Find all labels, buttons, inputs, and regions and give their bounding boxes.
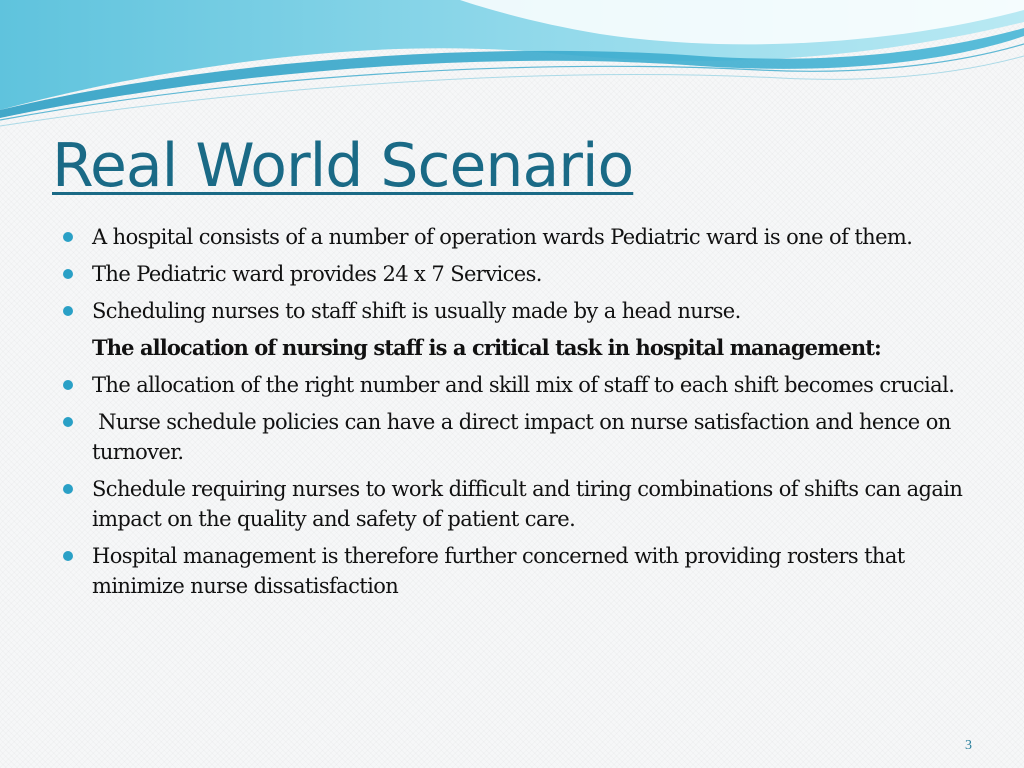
header-wave-decoration xyxy=(0,0,1024,130)
list-item xyxy=(62,222,982,252)
list-item-text: The Pediatric ward provides 24 x 7 Services. xyxy=(92,262,542,286)
bullet-dot-icon xyxy=(63,551,73,561)
bullet-dot-icon xyxy=(63,306,73,316)
bullet-dot-icon xyxy=(63,232,73,242)
list-item-text: Scheduling nurses to staff shift is usually made by a head nurse. xyxy=(92,299,741,323)
list-item xyxy=(62,259,982,289)
list-item xyxy=(62,474,982,534)
bullet-dot-icon xyxy=(63,269,73,279)
list-item-text: The allocation of the right number and skill mix of staff to each shift becomes crucial. xyxy=(92,373,955,397)
list-item-text: Hospital management is therefore further concerned with providing rosters that minimize nurse dissatisfaction xyxy=(92,544,905,598)
list-item xyxy=(62,370,982,400)
list-item xyxy=(62,541,982,601)
list-item xyxy=(62,296,982,326)
list-item-text: A hospital consists of a number of operation wards Pediatric ward is one of them. xyxy=(92,225,913,249)
bullet-dot-icon xyxy=(63,484,73,494)
list-item-text: Nurse schedule policies can have a direct impact on nurse satisfaction and hence on turnover. xyxy=(92,410,957,464)
bullet-list xyxy=(62,222,982,608)
bullet-dot-icon xyxy=(63,380,73,390)
list-subheading xyxy=(62,333,982,363)
list-item xyxy=(62,407,982,467)
slide-title: Real World Scenario xyxy=(52,131,634,201)
bullet-dot-icon xyxy=(63,417,73,427)
page-number: 3 xyxy=(965,738,972,753)
list-subheading-text: The allocation of nursing staff is a critical task in hospital management: xyxy=(92,335,881,360)
list-item-text: Schedule requiring nurses to work difficult and tiring combinations of shifts can again impact on the quality and safety of patient care. xyxy=(92,477,963,531)
